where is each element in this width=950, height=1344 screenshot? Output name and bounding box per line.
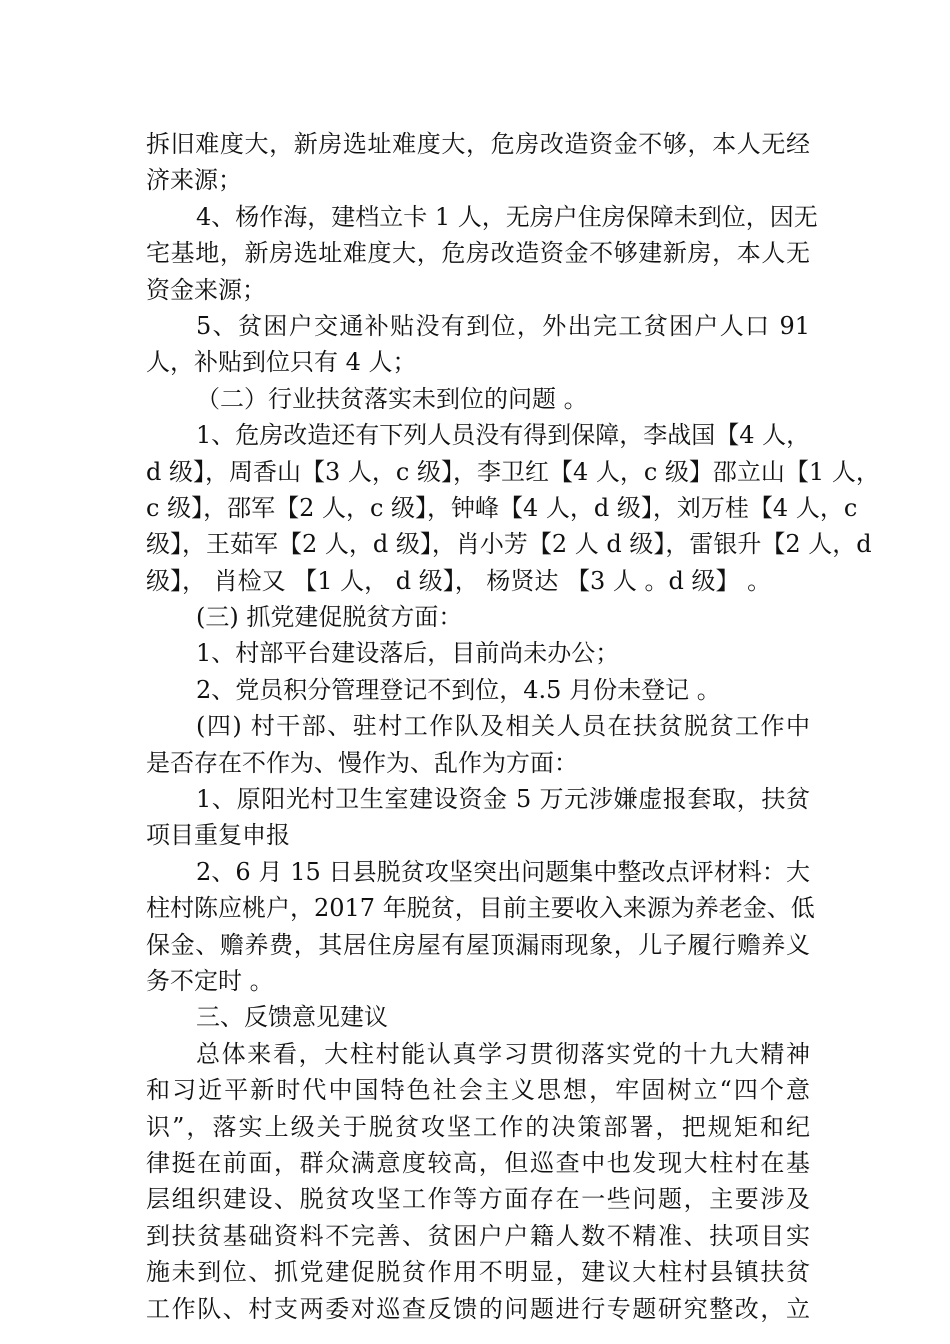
text-line: (四) 村干部、驻村工作队及相关人员在扶贫脱贫工作中 (196, 712, 810, 741)
text-line: 层组织建设、脱贫攻坚工作等方面存在一些问题，主要涉及 (146, 1185, 810, 1214)
text-line: 务不定时 。 (146, 966, 274, 995)
text-line: 1、原阳光村卫生室建设资金 5 万元涉嫌虚报套取，扶贫 (196, 785, 810, 814)
text-line: 识”，落实上级关于脱贫攻坚工作的决策部署，把规矩和纪 (146, 1112, 810, 1141)
text-line: 三、反馈意见建议 (196, 1003, 388, 1032)
text-line: 2、6 月 15 日县脱贫攻坚突出问题集中整改点评材料：大 (196, 857, 810, 886)
text-line: 1、危房改造还有下列人员没有得到保障，李战国【4 人， (196, 421, 811, 450)
text-line: 柱村陈应桃户，2017 年脱贫，目前主要收入来源为养老金、低 (146, 894, 815, 923)
text-line: 1、村部平台建设落后，目前尚未办公； (196, 639, 620, 668)
text-line: 保金、赡养费，其居住房屋有屋顶漏雨现象，儿子履行赡养义 (146, 930, 810, 959)
text-line: (三) 抓党建促脱贫方面： (196, 603, 463, 632)
text-line: 是否存在不作为、慢作为、乱作为方面： (146, 748, 578, 777)
text-line: 工作队、村支两委对巡查反馈的问题进行专题研究整改，立 (146, 1294, 810, 1323)
text-line: 施未到位、抓党建促脱贫作用不明显，建议大柱村县镇扶贫 (146, 1258, 810, 1287)
document-body (146, 126, 880, 1327)
text-line: 2、党员积分管理登记不到位，4.5 月份未登记 。 (196, 675, 721, 704)
text-line: 5、贫困户交通补贴没有到位，外出完工贫困户人口 91 (196, 311, 810, 340)
text-line: 到扶贫基础资料不完善、贫困户户籍人数不精准、扶项目实 (146, 1221, 810, 1250)
text-line: （二）行业扶贫落实未到位的问题 。 (196, 384, 588, 413)
text-line: 和习近平新时代中国特色社会主义思想，牢固树立“四个意 (146, 1076, 810, 1105)
text-line: c 级】，邵军【2 人，c 级】，钟峰【4 人，d 级】，刘万桂【4 人，c (146, 493, 858, 522)
text-line: 宅基地，新房选址难度大，危房改造资金不够建新房，本人无 (146, 239, 810, 268)
text-line: 济来源； (146, 166, 242, 195)
text-line: 级】， 肖检又 【1 人， d 级】， 杨贤达 【3 人 。d 级】 。 (146, 566, 772, 595)
text-line: 资金来源； (146, 275, 266, 304)
text-line: 律挺在前面，群众满意度较高，但巡查中也发现大柱村在基 (146, 1148, 810, 1177)
text-line: 级】，王茹军【2 人，d 级】，肖小芳【2 人 d 级】，雷银升【2 人，d (146, 530, 872, 559)
text-line: 项目重复申报 (146, 821, 290, 850)
text-line: 人，补贴到位只有 4 人； (146, 348, 417, 377)
text-line: d 级】，周香山【3 人，c 级】，李卫红【4 人，c 级】邵立山【1 人， (146, 457, 880, 486)
text-line: 拆旧难度大，新房选址难度大，危房改造资金不够，本人无经 (146, 130, 810, 158)
text-line: 总体来看，大柱村能认真学习贯彻落实党的十九大精神 (196, 1039, 810, 1068)
text-line: 4、杨作海，建档立卡 1 人，无房户住房保障未到位，因无 (196, 202, 818, 231)
